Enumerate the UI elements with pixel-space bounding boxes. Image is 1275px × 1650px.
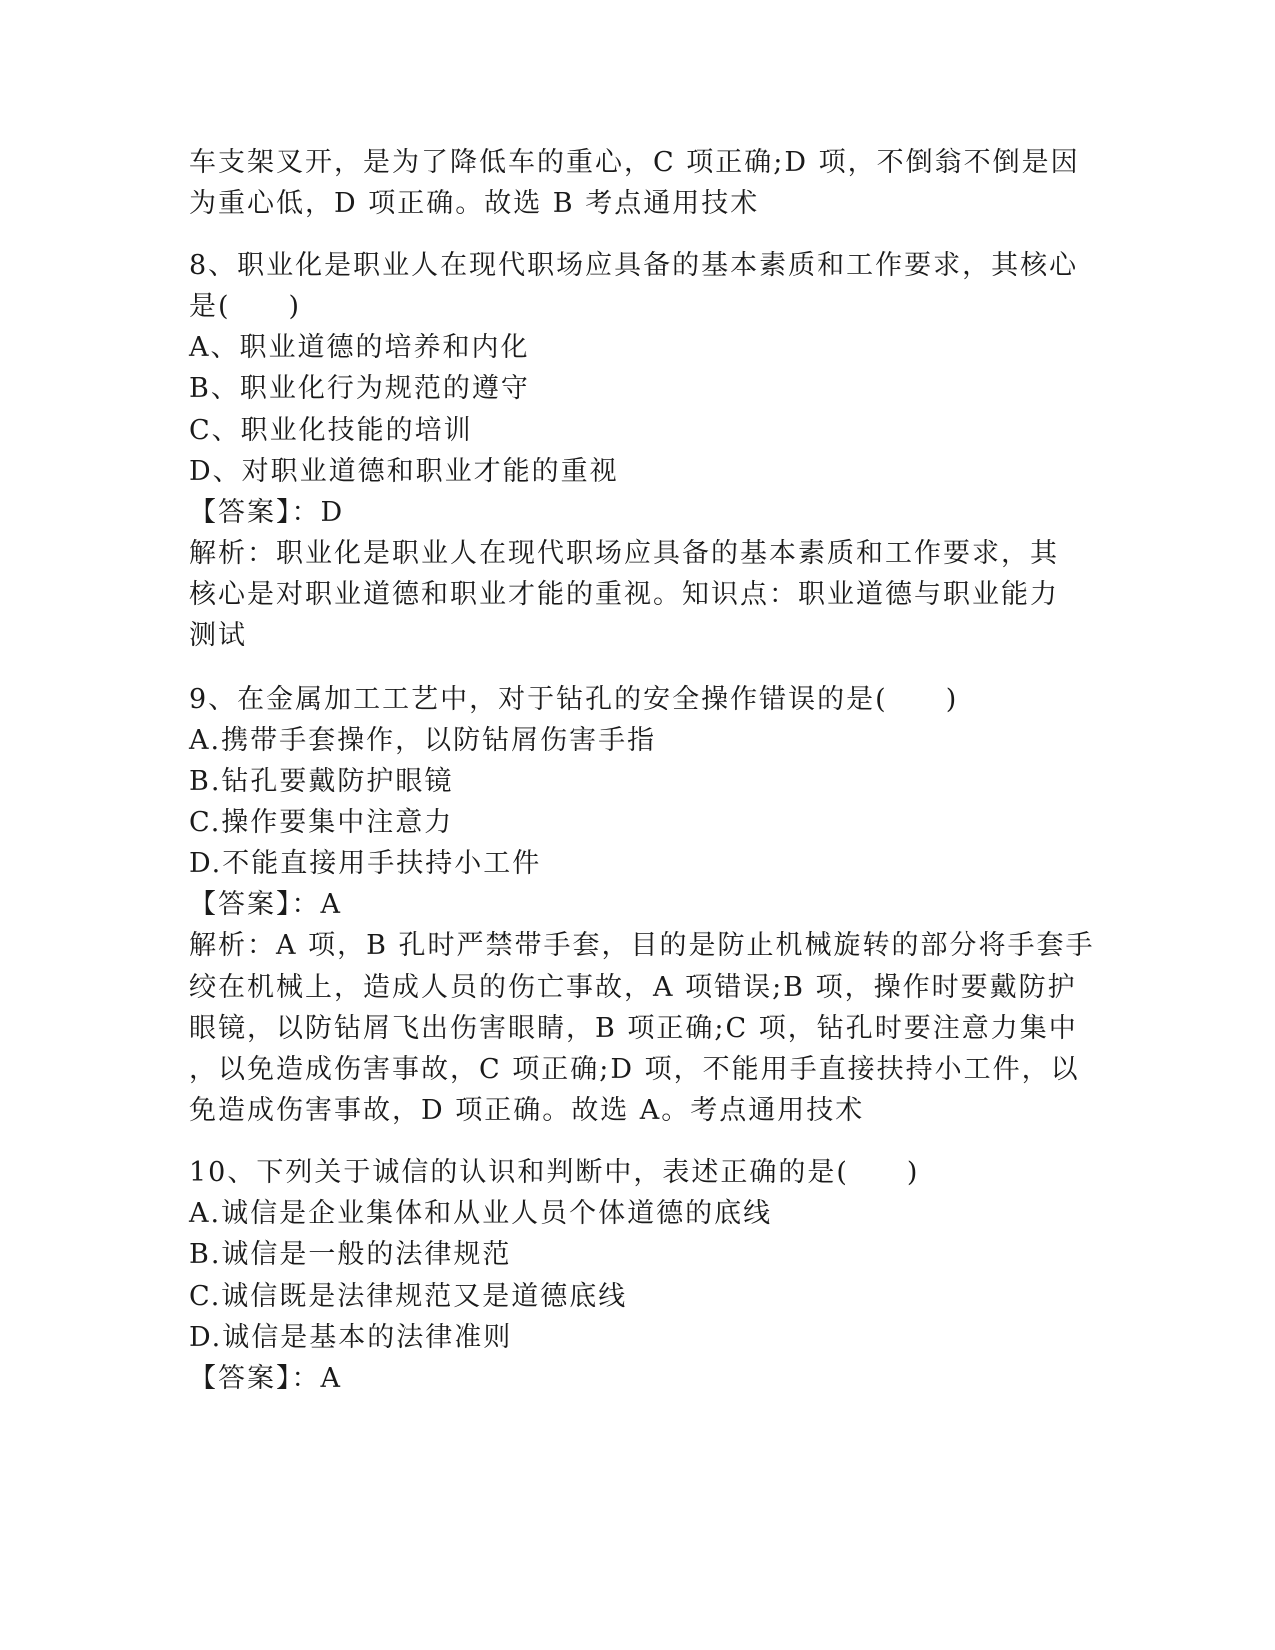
q9-answer: 【答案】：A — [189, 889, 342, 920]
q8-stem-line-2: 是( ) — [189, 291, 302, 322]
q9-analysis-line-1: 解析：A 项，B 孔时严禁带手套，目的是防止机械旋转的部分将手套手 — [189, 930, 1095, 961]
q8-analysis-line-3: 测试 — [189, 620, 247, 651]
q9-option-b: B.钻孔要戴防护眼镜 — [189, 766, 454, 797]
q8-stem-line-1: 8、职业化是职业人在现代职场应具备的基本素质和工作要求，其核心 — [189, 250, 1079, 281]
q8-analysis-line-2: 核心是对职业道德和职业才能的重视。知识点：职业道德与职业能力 — [189, 579, 1059, 610]
q8-option-d: D、对职业道德和职业才能的重视 — [189, 456, 619, 487]
q8-analysis-line-1: 解析：职业化是职业人在现代职场应具备的基本素质和工作要求，其 — [189, 538, 1059, 569]
q10-answer: 【答案】：A — [189, 1363, 342, 1394]
q10-option-b: B.诚信是一般的法律规范 — [189, 1239, 512, 1270]
intro-line-2: 为重心低，D 项正确。故选 B 考点通用技术 — [189, 188, 760, 219]
q9-option-d: D.不能直接用手扶持小工件 — [189, 848, 542, 879]
q9-analysis-line-5: 免造成伤害事故，D 项正确。故选 A。考点通用技术 — [189, 1095, 865, 1126]
q9-analysis-line-2: 绞在机械上，造成人员的伤亡事故，A 项错误;B 项，操作时要戴防护 — [189, 972, 1077, 1003]
q9-analysis-line-4: ，以免造成伤害事故，C 项正确;D 项，不能用手直接扶持小工件，以 — [189, 1054, 1080, 1085]
q8-answer: 【答案】：D — [189, 497, 345, 528]
q9-stem: 9、在金属加工工艺中，对于钻孔的安全操作错误的是( ) — [189, 684, 959, 715]
intro-line-1: 车支架叉开，是为了降低车的重心，C 项正确;D 项，不倒翁不倒是因 — [189, 147, 1080, 178]
q9-option-a: A.携带手套操作，以防钻屑伤害手指 — [189, 725, 657, 756]
q10-option-c: C.诚信既是法律规范又是道德底线 — [189, 1281, 628, 1312]
q8-option-b: B、职业化行为规范的遵守 — [189, 373, 530, 404]
q9-option-c: C.操作要集中注意力 — [189, 807, 454, 838]
q10-option-d: D.诚信是基本的法律准则 — [189, 1322, 513, 1353]
q8-option-a: A、职业道德的培养和内化 — [189, 332, 530, 363]
q9-analysis-line-3: 眼镜，以防钻屑飞出伤害眼睛，B 项正确;C 项，钻孔时要注意力集中 — [189, 1013, 1078, 1044]
q10-option-a: A.诚信是企业集体和从业人员个体道德的底线 — [189, 1198, 773, 1229]
q10-stem: 10、下列关于诚信的认识和判断中，表述正确的是( ) — [189, 1157, 920, 1188]
q8-option-c: C、职业化技能的培训 — [189, 415, 473, 446]
